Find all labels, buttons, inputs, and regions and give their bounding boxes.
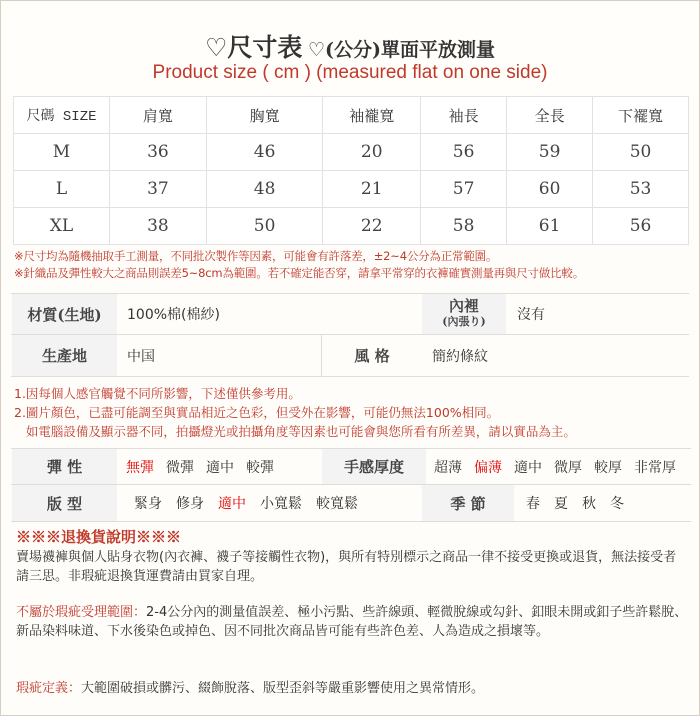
thickness-option: 超薄 [434,459,462,476]
season-options [526,485,686,521]
cell-chest: 48 [206,171,323,208]
lining-label-block [422,294,506,334]
disclaimer-line: 2.圖片顏色，已盡可能調至與實品相近之色彩，但受外在影響，可能仍無法100%相同。 [14,405,500,420]
header-armhole: 袖襱寬 [323,97,421,134]
size-chart-header [2,2,698,95]
season-option: 冬 [610,496,624,512]
defect-text: 大範圍破損或髒污、綴飾脫落、版型歪斜等嚴重影響使用之異常情形。 [81,681,485,696]
cell-length: 60 [507,171,593,208]
fit-label: 版 型 [12,485,117,521]
cell-shoulder: 38 [110,208,207,245]
thickness-options [434,449,690,484]
cell-size: XL [14,208,110,245]
elasticity-label: 彈 性 [12,449,117,484]
material-value: 100%棉(棉紗) [127,307,220,323]
cell-armhole: 22 [323,208,421,245]
fit-option: 較寬鬆 [316,496,358,512]
origin-label: 生產地 [12,335,117,376]
fit-option: 緊身 [134,496,162,512]
defect-paragraph [16,679,688,698]
season-label: 季 節 [422,485,514,521]
cell-hem: 50 [593,134,689,171]
measurement-notes [14,248,694,282]
cell-hem: 56 [593,208,689,245]
divider [11,376,689,377]
header-hem: 下襬寬 [593,97,689,134]
elasticity-option: 較彈 [246,459,274,476]
thickness-option: 非常厚 [634,459,676,476]
disclaimer-notes [14,384,576,441]
season-option: 夏 [554,496,568,512]
lining-value: 沒有 [517,307,545,323]
cell-hem: 53 [593,171,689,208]
divider [11,521,691,522]
elasticity-option: 適中 [206,459,234,476]
cell-size: L [14,171,110,208]
lining-label: 內裡 [448,297,479,315]
header-chest: 胸寬 [206,97,323,134]
cell-shoulder: 37 [110,171,207,208]
fit-option-selected: 適中 [218,496,246,512]
season-option: 春 [526,496,540,512]
season-option: 秋 [582,496,596,512]
cell-sleeve: 56 [421,134,507,171]
cell-chest: 50 [206,208,323,245]
elasticity-option: 微彈 [166,459,194,476]
disclaimer-line: 1.因每個人感官觸覺不同所影響，下述僅供參考用。 [14,386,301,401]
style-label: 風 格 [322,335,422,376]
returns-title: ※※※退換貨說明※※※ [16,528,182,546]
chart-subtitle-en: Product size ( cm ) (measured flat on one side) [152,62,548,83]
cell-size: M [14,134,110,171]
non-defect-paragraph [16,603,688,641]
elasticity-options [126,449,326,484]
cell-length: 59 [507,134,593,171]
thickness-option: 較厚 [594,459,622,476]
header-length: 全長 [507,97,593,134]
cell-shoulder: 36 [110,134,207,171]
title-sub: ♡(公分)單面平放測量 [307,39,495,61]
size-table [13,96,689,245]
title-main: ♡尺寸表 [204,33,303,62]
cell-length: 61 [507,208,593,245]
size-table-header-row [14,97,689,134]
cell-armhole: 21 [323,171,421,208]
header-sleeve: 袖長 [421,97,507,134]
chart-title [2,28,698,64]
cell-armhole: 20 [323,134,421,171]
disclaimer-line: 如電腦設備及顯示器不同，拍攝燈光或拍攝角度等因素也可能會與您所看有所差異，請以實品為主。 [14,424,576,439]
table-row [14,134,689,171]
thickness-option: 適中 [514,459,542,476]
cell-sleeve: 58 [421,208,507,245]
header-shoulder: 肩寬 [110,97,207,134]
note-line: ※尺寸均為隨機抽取手工測量，不同批次製作等因素，可能會有許落差，±2~4公分為正常範圍。 [14,249,498,263]
style-value: 簡約條紋 [432,348,488,365]
lining-sub-label: (內張り) [442,315,486,328]
returns-paragraph: 賣場襪褲與個人貼身衣物(內衣褲、襪子等接觸性衣物)，與所有特別標示之商品一律不接受更換或退貨，無法接受者請三思。非瑕疵退換貨運費請由買家自理。 [16,550,677,584]
defect-label: 瑕疵定義： [16,681,82,696]
table-row [14,171,689,208]
thickness-option-selected: 偏薄 [474,459,502,476]
fit-option: 修身 [176,496,204,512]
table-row [14,208,689,245]
thickness-label: 手感厚度 [322,449,426,484]
thickness-option: 微厚 [554,459,582,476]
elasticity-option-selected: 無彈 [126,459,154,476]
header-size: 尺碼 SIZE [14,97,110,134]
fit-option: 小寬鬆 [260,496,302,512]
cell-chest: 46 [206,134,323,171]
non-defect-label: 不屬於瑕疵受理範圍： [16,605,147,620]
origin-value: 中国 [127,348,155,365]
non-defect-text: 2-4公分內的測量值誤差、極小污點、些許線頭、輕微脫線或勾針、釦眼未開或釦子些許鬆脫、新品染料味道、下水後染色或掉色、因不同批次商品皆可能有些許色差、人為造成之損壞等。 [16,605,688,639]
material-label: 材質(生地) [12,294,117,334]
note-line: ※針織品及彈性較大之商品則誤差5~8cm為範圍。若不確定能否穿，請拿平常穿的衣褲確實測量再與尺寸做比較。 [14,266,585,280]
fit-options [134,485,424,521]
cell-sleeve: 57 [421,171,507,208]
